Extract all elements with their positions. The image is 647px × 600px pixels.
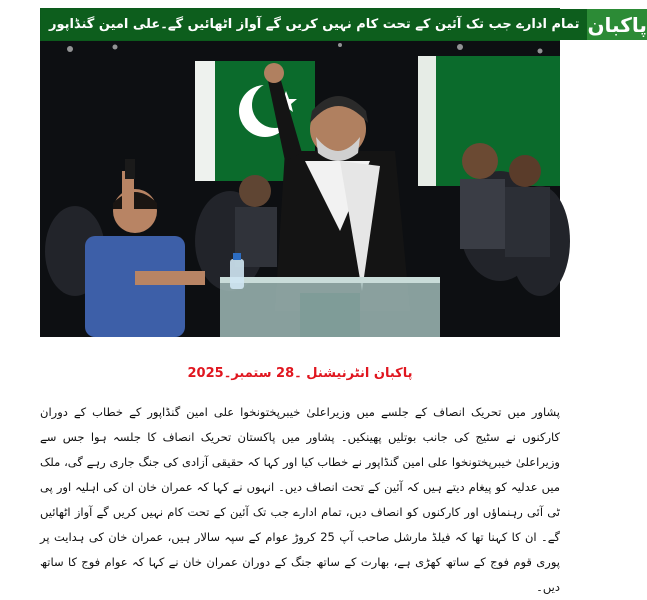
podium bbox=[220, 277, 440, 337]
brand-label: پاکبان bbox=[587, 9, 646, 40]
headline-text: تمام ادارے جب تک آئین کے تحت کام نہیں کریں گے آواز اٹھائیں گے۔علی امین گنڈاپور bbox=[41, 9, 587, 40]
article-body: پشاور میں تحریک انصاف کے جلسے میں وزیراعلیٰ خیبرپختونخوا علی امین گنڈاپور کے خطاب کے دوران کارکنوں نے سٹیج کی جانب بوتلیں پھینکیں۔ پشاور میں پاکستان تحریک انصاف کا جلسہ ہوا جس سے وزیراعلیٰ خیبرپختونخوا علی امین گنڈاپور نے خطاب کیا اور کہا کہ حقیقی آزادی کی جنگ جاری رہے گی، ملک میں عدلیہ کو پیغام دیتے ہیں کہ آئین کے تحت انصاف دیں۔ انہوں نے کہا کہ عمران خان ان کی اہلیہ اور پی ٹی آئی رہنماؤں اور کارکنوں کو انصاف دیں، تمام ادارے جب تک آئین کے تحت کام نہیں کریں گے آواز اٹھائیں گے۔ ان کا کہنا تھا کہ فیلڈ مارشل صاحب آپ 25 کروڑ عوام کے سپہ سالار ہیں، عمران خان کی ہدایت پر پوری قوم فوج کے ساتھ کھڑی ہے، بھارت کے ساتھ جنگ کے دوران عمران خان نے کہا کہ عوام فوج کا ساتھ دیں۔ bbox=[40, 405, 560, 594]
headline-bar bbox=[40, 8, 647, 41]
byline: پاکبان انٹرنیشنل ۔28 ستمبر۔2025 bbox=[187, 366, 413, 381]
news-photo bbox=[40, 41, 560, 337]
